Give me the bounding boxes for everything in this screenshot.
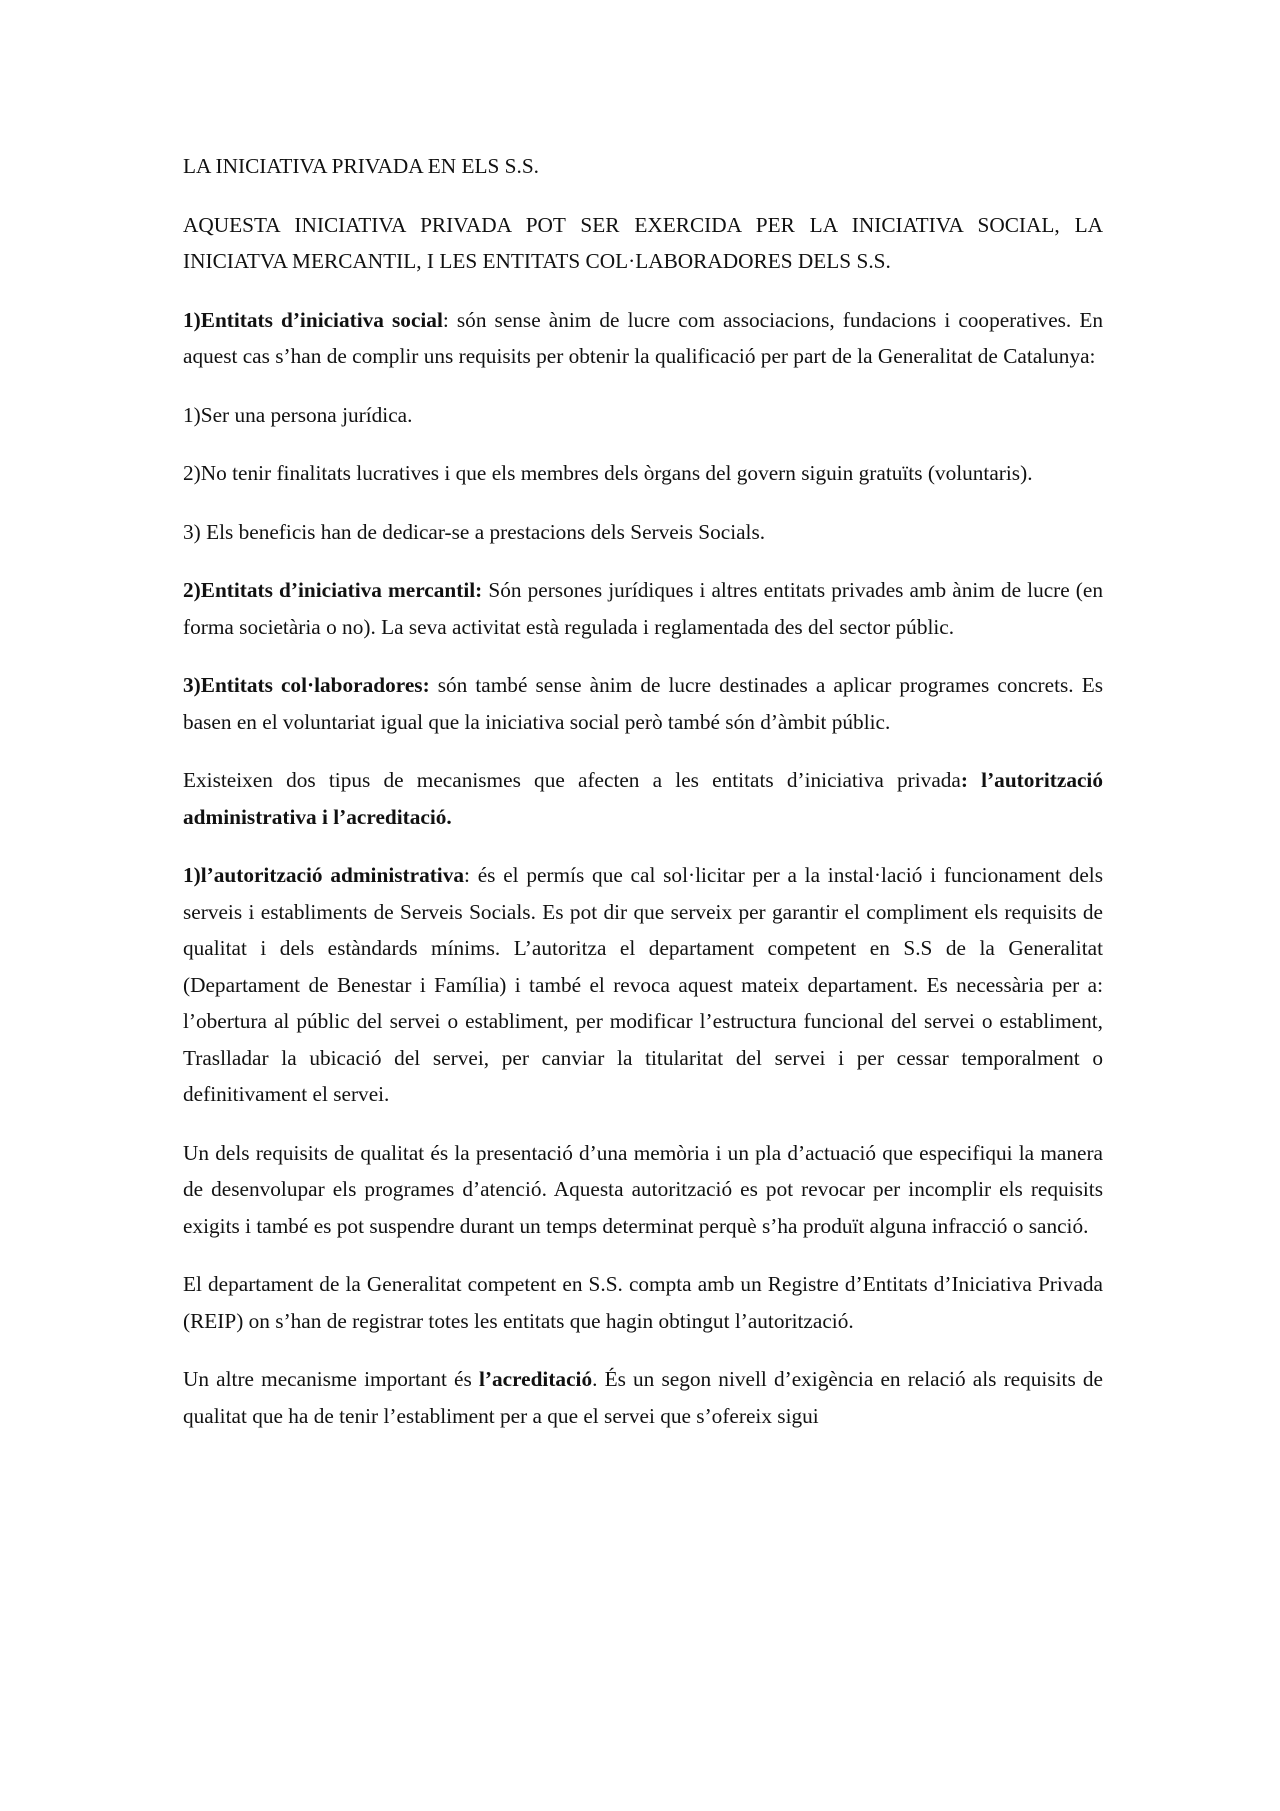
mechanisms-paragraph	[183, 762, 1103, 835]
accreditation-text: . És un segon nivell d’exigència en relació als requisits de qualitat que ha de tenir l’establiment per a que el servei que s’ofereix sigui	[183, 1367, 1103, 1428]
social-entities-paragraph	[183, 302, 1103, 375]
mercantile-entities-heading: 2)Entitats d’iniciativa mercantil:	[183, 578, 483, 602]
administrative-authorization-paragraph	[183, 857, 1103, 1113]
administrative-authorization-heading: 1)l’autorització administrativa	[183, 863, 465, 887]
accreditation-paragraph	[183, 1361, 1103, 1434]
mechanisms-text: Existeixen dos tipus de mecanismes que afecten a les entitats d’iniciativa privada	[183, 768, 961, 792]
social-entities-heading: 1)Entitats d’iniciativa social	[183, 307, 443, 332]
requirement-2: 2)No tenir finalitats lucratives i que els membres dels òrgans del govern siguin gratuïts (voluntaris).	[183, 461, 1033, 485]
mercantile-entities-paragraph	[183, 572, 1103, 645]
intro-paragraph: AQUESTA INICIATIVA PRIVADA POT SER EXERCIDA PER LA INICIATIVA SOCIAL, LA INICIATVA MERCANTIL, I LES ENTITATS COL·LABORADORES DELS S.S.	[183, 212, 1103, 273]
accreditation-pre: Un altre mecanisme important és	[183, 1367, 479, 1391]
quality-requirements-paragraph: Un dels requisits de qualitat és la presentació d’una memòria i un pla d’actuació que especifiqui la manera de desenvolupar els programes d’atenció. Aquesta autorització es pot revocar per incomplir els requisits exigits i també es pot suspendre durant un temps determinat perquè s’ha produït alguna infracció o sanció.	[183, 1140, 1103, 1238]
mercantile-entities-text: Són persones jurídiques i altres entitats privades amb ànim de lucre (en forma societària o no). La seva activitat està regulada i reglamentada des del sector públic.	[183, 578, 1103, 639]
collaborating-entities-heading: 3)Entitats col·laboradores:	[183, 673, 430, 697]
social-entities-text: : són sense ànim de lucre com associacions, fundacions i cooperatives. En aquest cas s’han de complir uns requisits per obtenir la qualificació per part de la Generalitat de Catalunya:	[183, 307, 1103, 368]
administrative-authorization-text: : és el permís que cal sol·licitar per a la instal·lació i funcionament dels serveis i establiments de Serveis Socials. Es pot dir que serveix per garantir el compliment els requisits de qualitat i dels estàndards mínims. L’autoritza el departament competent en S.S de la Generalitat (Departament de Benestar i Família) i també el revoca aquest mateix departament. Es necessària per a: l’obertura al públic del servei o establiment, per modificar l’estructura funcional del servei o establiment, Traslladar la ubicació del servei, per canviar la titularitat del servei i per cessar temporalment o definitivament el servei.	[183, 863, 1103, 1106]
registry-paragraph: El departament de la Generalitat competent en S.S. compta amb un Registre d’Entitats d’Iniciativa Privada (REIP) on s’han de registrar totes les entitats que hagin obtingut l’autorització.	[183, 1272, 1103, 1333]
mechanisms-bold: : l’autorització administrativa i l’acreditació.	[183, 768, 1103, 829]
requirement-3: 3) Els beneficis han de dedicar-se a prestacions dels Serveis Socials.	[183, 519, 766, 544]
requirement-1: 1)Ser una persona jurídica.	[183, 402, 413, 427]
collaborating-entities-paragraph	[183, 667, 1103, 740]
document-title: LA INICIATIVA PRIVADA EN ELS S.S.	[183, 154, 539, 178]
collaborating-entities-text: són també sense ànim de lucre destinades a aplicar programes concrets. Es basen en el voluntariat igual que la iniciativa social però també són d’àmbit públic.	[183, 673, 1103, 734]
document-page	[183, 148, 1103, 1456]
accreditation-heading: l’acreditació	[478, 1367, 593, 1391]
